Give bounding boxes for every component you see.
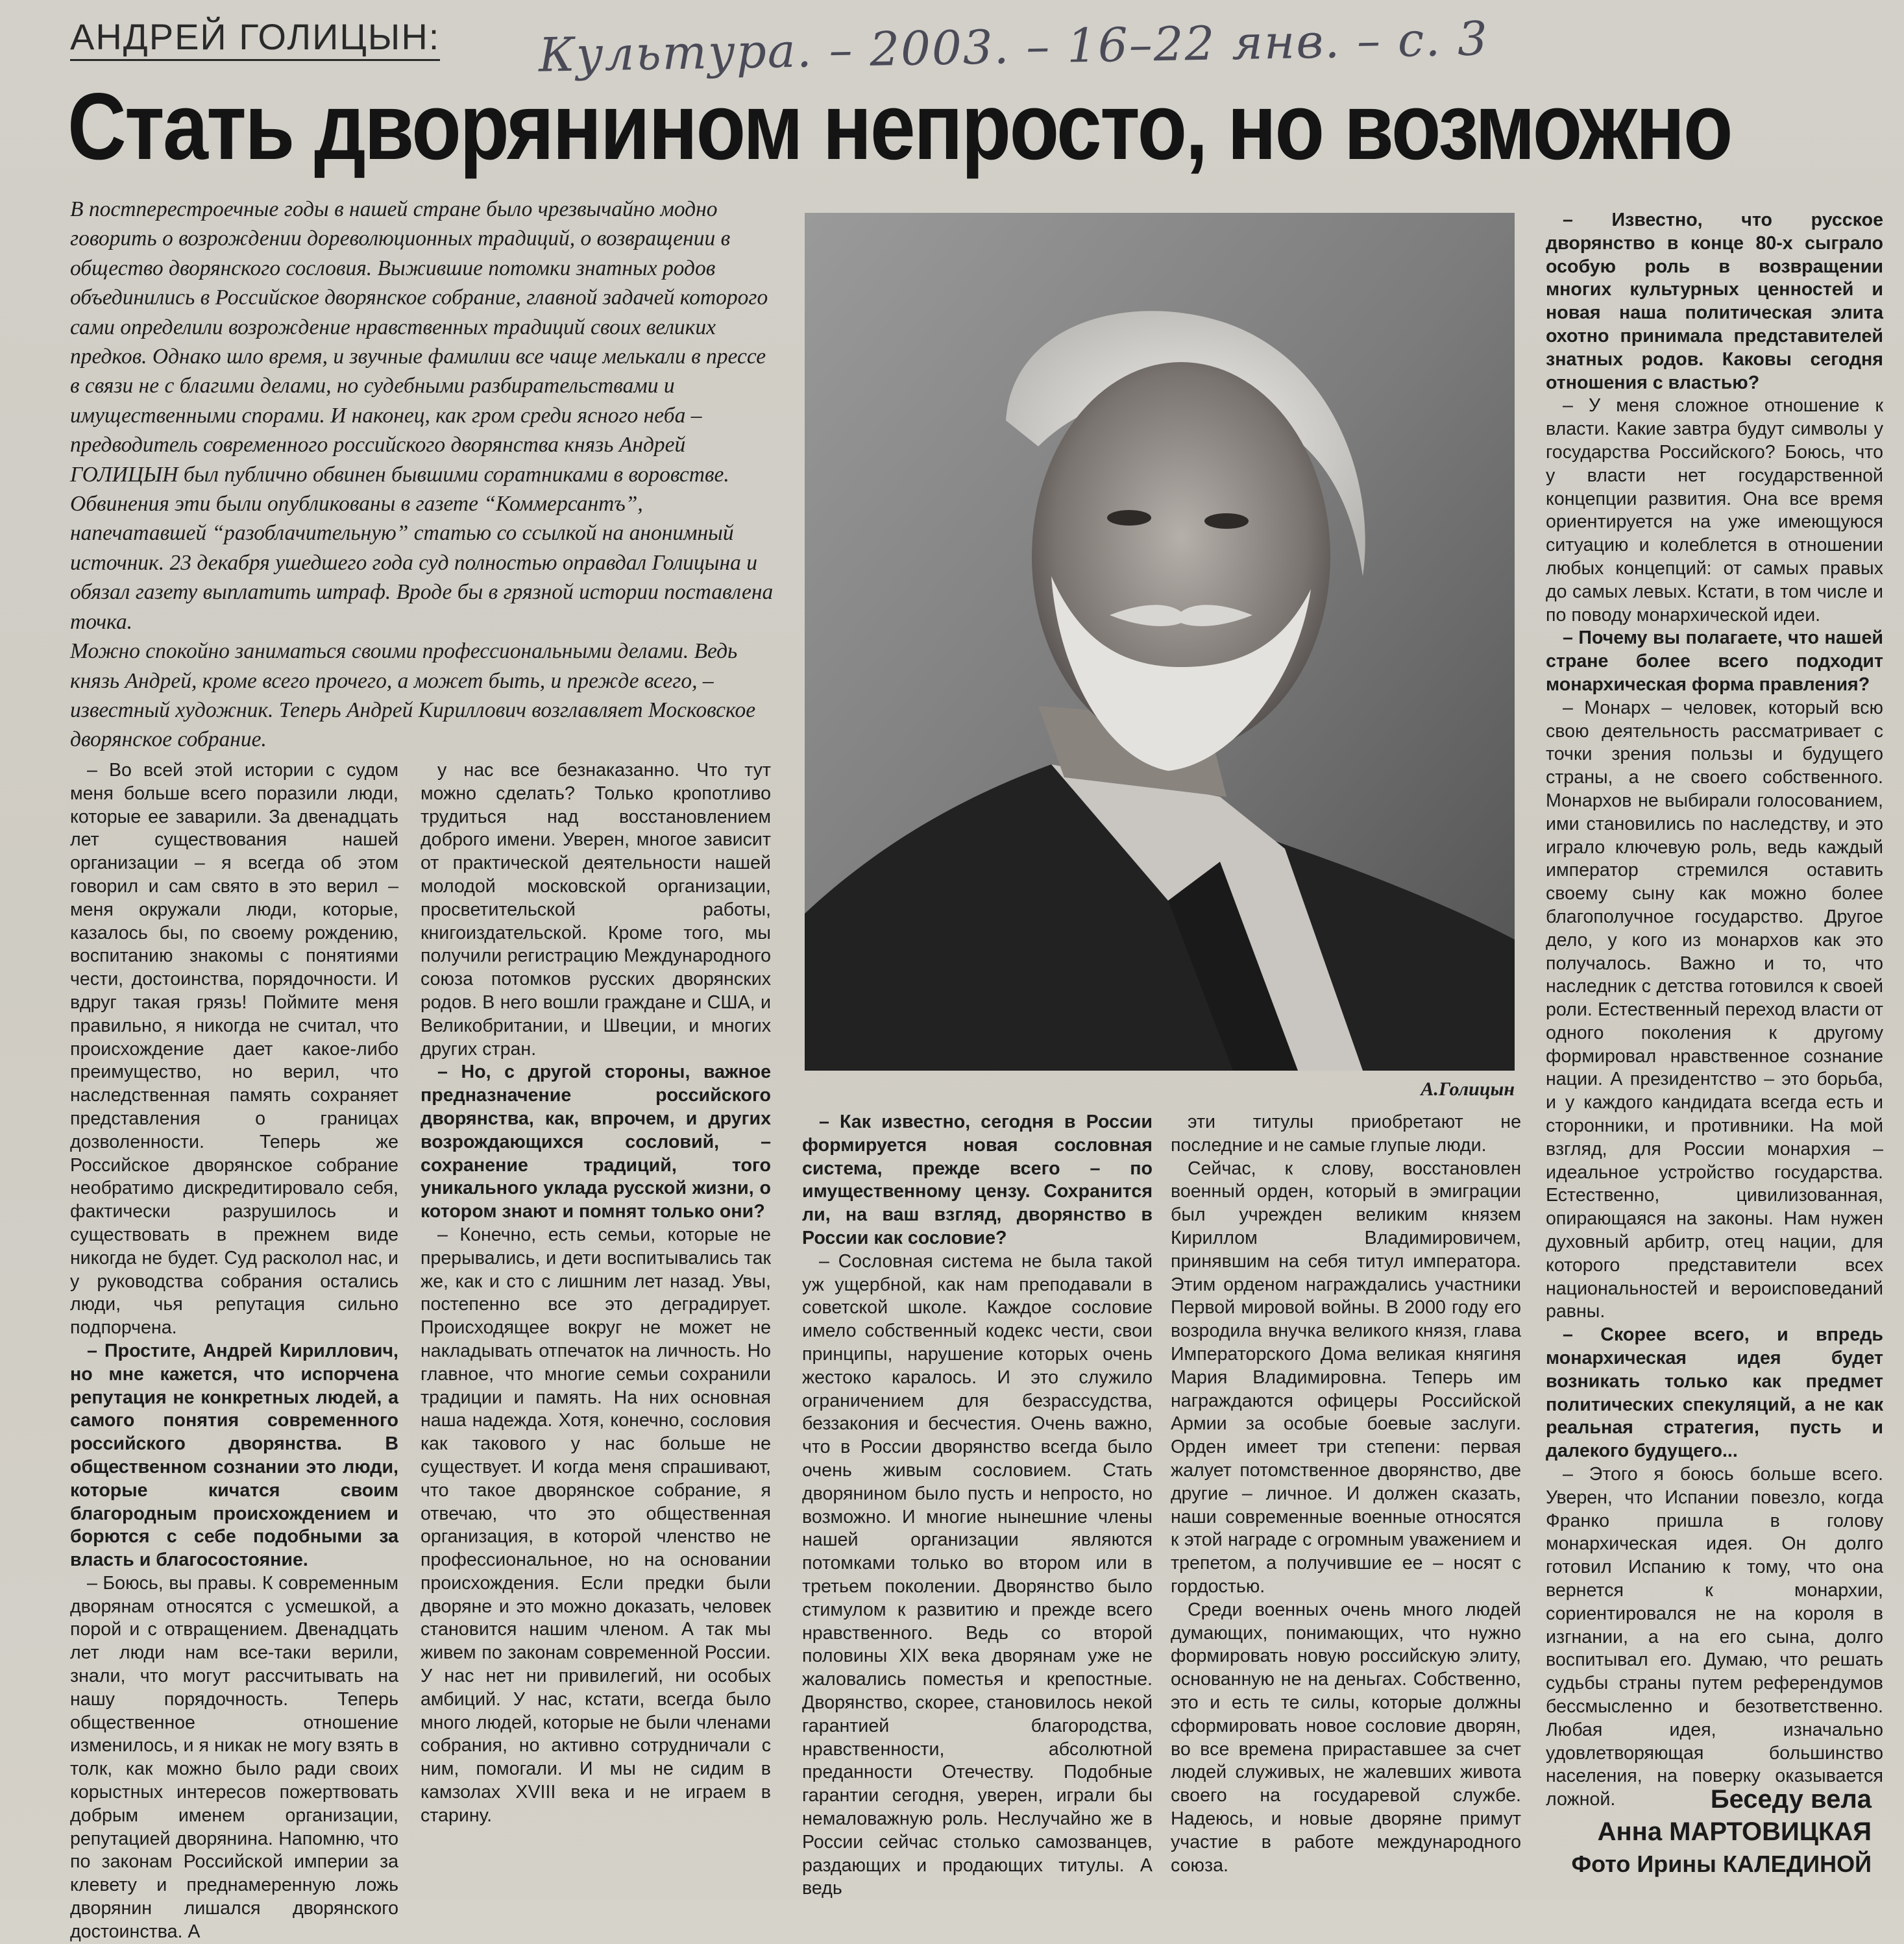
interview-answer: Сейчас, к слову, восстановлен военный орден, который в эмиграции был учрежден великим князем Кириллом Владимировичем, принявшим на себя титул императора. Этим орденом награждались участники Первой мировой войны. В 2000 году его возродила внучка великого князя, глава Императорского Дома великая княгиня Мария Владимировна. Теперь им награждаются офицеры Российской Армии за особые боевые заслуги. Орден имеет три степени: первая жалует потомственное дворянство, две другие – личное. И должен сказать, наши современные военные относятся к этой награде с огромным уважением и трепетом, а получившие ее – носят с гордостью. bbox=[1171, 1158, 1521, 1597]
article-column-4 bbox=[1171, 1111, 1521, 1877]
interview-question: – Как известно, сегодня в России формируется новая сословная система, прежде всего – по имущественному цензу. Сохранится ли, на ваш взгляд, дворянство в России как сословие? bbox=[802, 1112, 1153, 1248]
article-column-5 bbox=[1546, 209, 1883, 1812]
photo-caption: А.Голицын bbox=[1421, 1078, 1515, 1100]
interview-question: – Известно, что русское дворянство в конце 80-х сыграло особую роль в возвращении многих культурных ценностей и новая наша политическая элита охотно принимала представителей знатных родов. Каковы сегодня отношения с властью? bbox=[1546, 210, 1883, 393]
byline-interviewer-label: Беседу вела bbox=[1710, 1785, 1872, 1814]
byline-interviewer-name: Анна МАРТОВИЦКАЯ bbox=[1597, 1817, 1872, 1846]
byline bbox=[1571, 1783, 1872, 1880]
interview-answer: – Монарх – человек, который всю свою деятельность рассматривает с точки зрения пользы и будущего страны, а не своего собственного. Монархов не выбирали голосованием, ими становились по наследству, и это играло ключевую роль, ведь каждый император стремился оставить своему сыну как можно более благополучное государство. Другое дело, у кого из монархов как это получалось. Важно и то, что наследник с детства готовился к своей роли. Естественный переход власти от одного поколения к другому формировал нравственное сознание нации. А президентство – это борьба, и у каждого кандидата всегда есть и сторонники, и противники. На мой взгляд, для России монархия – идеальное устройство государства. Естественно, цивилизованная, опирающаяся на законы. Нам нужен духовный арбитр, отец нации, для которого представители всех национальностей и вероисповеданий равны. bbox=[1546, 697, 1883, 1322]
interview-answer: у нас все безнаказанно. Что тут можно сделать? Только кропотливо трудиться над восстановлением доброго имени. Уверен, многое зависит от практической деятельности нашей молодой московской организации, просветительской работы, книгоиздательской. Кроме того, мы получили регистрацию Международного союза потомков русских дворянских родов. В него вошли граждане и США, и Великобритании, и Швеции, и многих других стран. bbox=[421, 760, 771, 1060]
article-column-2 bbox=[421, 759, 771, 1828]
interview-answer: – Во всей этой истории с судом меня больше всего поразили люди, которые ее заварили. За двенадцать лет существования нашей организации – я всегда об этом говорил и сам свято в это верил – меня окружали люди, которые, казалось бы, по своему рождению, воспитанию знакомы с понятиями чести, достоинства, порядочности. И вдруг такая грязь! Поймите меня правильно, я никогда не считал, что происхождение дает какое-либо преимущество, но верил, что наследственная память сохраняет представления о границах дозволенности. Теперь же Российское дворянское собрание необратимо дискредитировало себя, фактически разрушилось и существовать в прежнем виде никогда не будет. Суд расколол нас, и у руководства собрания остались люди, чья репутация сильно подпорчена. bbox=[70, 760, 398, 1339]
article-column-1 bbox=[70, 759, 398, 1944]
byline-photo-credit: Фото Ирины КАЛЕДИНОЙ bbox=[1571, 1851, 1872, 1877]
handwritten-source-note: Культура. – 2003. – 16–22 янв. – с. 3 bbox=[538, 11, 1489, 82]
article-column-3 bbox=[802, 1111, 1153, 1901]
interview-question: – Скорее всего, и впредь монархическая идея будет возникать только как предмет политических спекуляций, а не как реальная стратегия, пусть и далекого будущего... bbox=[1546, 1324, 1883, 1462]
kicker-author: АНДРЕЙ ГОЛИЦЫН: bbox=[70, 16, 440, 61]
portrait-photo bbox=[805, 213, 1515, 1071]
interview-answer: – Этого я боюсь больше всего. Уверен, что Испании повезло, когда Франко пришла в голову монархическая идея. Он долго готовил Испанию к тому, что она вернется к монархии, сориентировался не на короля в изгнании, а на его сына, долго воспитывал его. Думаю, что решать судьбы страны путем референдумов бессмысленно и безответственно. Любая идея, изначально удовлетворяющая большинство населения, на поверку оказывается ложной. bbox=[1546, 1464, 1883, 1810]
interview-question: – Почему вы полагаете, что нашей стране более всего подходит монархическая форма правления? bbox=[1546, 627, 1883, 695]
headline: Стать дворянином непросто, но возможно bbox=[67, 73, 1731, 179]
interview-answer: эти титулы приобретают не последние и не самые глупые люди. bbox=[1171, 1112, 1521, 1156]
lead-text-1: В постперестроечные годы в нашей стране было чрезвычайно модно говорить о возрождении дореволюционных традиций, о возвращении в общество дворянского сословия. Выжившие потомки знатных родов объединились в Российское дворянское собрание, главной задачей которого сами определили возрождение нравственных традиций своих великих предков. Однако шло время, и звучные фамилии все чаще мелькали в прессе в связи не с благими делами, но судебными разбирательствами и имущественными спорами. И наконец, как гром среди ясного неба – предводитель современного российского дворянства князь Андрей ГОЛИЦЫН был публично обвинен бывшими соратниками в воровстве. Обвинения эти были опубликованы в газете “Коммерсантъ”, напечатавшей “разоблачительную” статью со ссылкой на анонимный источник. 23 декабря ушедшего года суд полностью оправдал Голицына и обязал газету выплатить штраф. Вроде бы в грязной истории поставлена точка. bbox=[70, 197, 774, 634]
interview-answer: – Конечно, есть семьи, которые не прерывались, и дети воспитывались так же, как и сто с лишним лет назад. Увы, постепенно все это деградирует. Происходящее вокруг не может не накладывать отпечаток на личность. Но главное, что многие семьи сохранили традиции и память. На них основная наша надежда. Хотя, конечно, сословия как такового у нас больше не существует. И когда меня спрашивают, что такое дворянское собрание, я отвечаю, что это общественная организация, в которой членство не профессиональное, но на основании происхождения. Если предки были дворяне и это можно доказать, человек становится нашим членом. А так мы живем по законам современной России. У нас нет ни привилегий, ни особых амбиций. У нас, кстати, всегда было много людей, которые не были членами собрания, но активно сотрудничали с ним, помогали. И мы не сидим в камзолах XVIII века и не играем в старину. bbox=[421, 1224, 771, 1826]
lead-paragraph bbox=[70, 195, 777, 755]
lead-text-2: Можно спокойно заниматься своими профессиональными делами. Ведь князь Андрей, кроме всего прочего, а может быть, и прежде всего, – известный художник. Теперь Андрей Кириллович возглавляет Московское дворянское собрание. bbox=[70, 639, 756, 752]
interview-question: – Простите, Андрей Кириллович, но мне кажется, что испорчена репутация не конкретных людей, а самого понятия современного российского дворянства. В общественном сознании это люди, которые кичатся своим благородным происхождением и борются с себе подобными за власть и благосостояние. bbox=[70, 1340, 398, 1571]
interview-answer: – Сословная система не была такой уж ущербной, как нам преподавали в советской школе. Каждое сословие имело собственный кодекс чести, свои принципы, нарушение которых очень жестоко каралось. И это служило ограничением для безрассудства, беззакония и бесчестия. Очень важно, что в России дворянство всегда было очень живым сословием. Стать дворянином было пусть и непросто, но возможно. И многие нынешние члены нашей организации являются потомками только во втором или в третьем поколении. Дворянство было стимулом к развитию и прежде всего нравственного. Ведь со второй половины XIX века дворянам уже не жаловались поместья и крепостные. Дворянство, скорее, становилось некой гарантией благородства, нравственности, абсолютной преданности Отечеству. Подобные гарантии сегодня, уверен, играли бы немаловажную роль. Неслучайно же в России сейчас столько самозванцев, раздающих и продающих титулы. А ведь bbox=[802, 1250, 1153, 1899]
interview-answer: – У меня сложное отношение к власти. Какие завтра будут символы у государства Российского? Боюсь, что у власти нет государственной концепции развития. Она все время ориентируется на уже имеющуюся ситуацию и колеблется в отношении любых концепций: от самых правых до самых левых. Кстати, в том числе и по поводу монархической идеи. bbox=[1546, 395, 1883, 626]
interview-question: – Но, с другой стороны, важное предназначение российского дворянства, как, впрочем, и других возрождающихся сословий, – сохранение традиций, того уникального уклада русской жизни, о котором знают и помнят только они? bbox=[421, 1062, 771, 1222]
portrait-image bbox=[805, 213, 1515, 1071]
interview-answer: – Боюсь, вы правы. К современным дворянам относятся с усмешкой, а порой и с отвращением. Двенадцать лет люди нам все-таки верили, знали, что могут рассчитывать на нашу порядочность. Теперь общественное отношение изменилось, и я никак не могу взять в толк, как можно было ради своих корыстных интересов пожертвовать добрым именем организации, репутацией дворянина. Напомню, что по законам Российской империи за клевету и преднамеренную ложь дворянин лишался дворянского достоинства. А bbox=[70, 1572, 398, 1942]
interview-answer: Среди военных очень много людей думающих, понимающих, что нужно формировать новую российскую элиту, основанную не на деньгах. Собственно, это и есть те силы, которые должны сформировать новое сословие дворян, во все времена прираставшее за счет людей служивых, не жалевших живота своего на государевой службе. Надеюсь, и новые дворяне примут участие в работе международного союза. bbox=[1171, 1599, 1521, 1876]
